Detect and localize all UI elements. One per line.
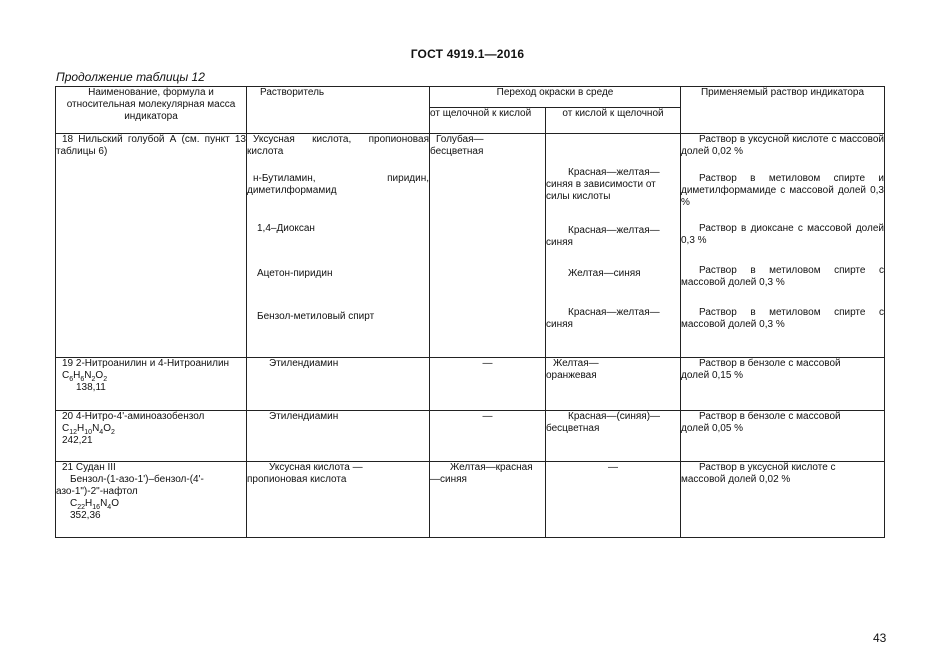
row20-solution: Раствор в бензоле с массовой долей 0,05 % [681,411,885,462]
row19-solution: Раствор в бензоле с массовой долей 0,15 % [681,358,885,411]
row18-solvent-2: н-Бутиламин, пиридин, диметилформамид [247,173,429,196]
row20-solvent: Этилендиамин [247,411,430,462]
header-acid-to-alkaline: от кислой к щелочной [546,108,681,134]
table-header-row [56,87,885,108]
row20-formula: $C_{12}H_{10}N_4O_2$ [62,423,115,436]
row18-solution-2: Раствор в метиловом спирте и диметилформамиде с массовой долей 0,3 % [681,173,884,208]
row19-solvent: Этилендиамин [247,358,430,411]
row18-solvent-1: Уксусная кислота, пропионовая кислота [247,134,429,157]
row18-solution-4: Раствор в метиловом спирте с массовой долей 0,3 % [681,265,884,288]
row18-name [56,134,247,358]
row19-acid: Желтая—оранжевая [546,358,681,411]
row18-solution-5: Раствор в метиловом спирте с массовой долей 0,3 % [681,307,884,330]
row18-name-text: 18 Нильский голубой А (см. пункт 13 таблицы 6) [56,134,246,157]
row21-name-text: 21 Судан III [62,462,116,473]
standard-title: ГОСТ 4919.1—2016 [410,47,525,61]
row21-chem: Бензол-(1-азо-1')–бензол-(4'-азо-1")-2"-нафтол [56,474,204,497]
row18-solvents [247,134,430,358]
row21-name [56,462,247,538]
row18-solvent-3: 1,4–Диоксан [257,223,315,234]
row19-mass: 138,11 [76,382,106,393]
row19-formula: $C_6H_6N_2O_2$ [62,370,108,383]
header-transition: Переход окраски в среде [430,87,681,108]
row18-acid [546,134,681,358]
row18-solution-1: Раствор в уксусной кислоте с массовой долей 0,02 % [681,134,884,157]
table-row [56,462,885,538]
row18-solvent-4: Ацетон-пиридин [257,268,333,279]
row21-acid: — [546,462,681,538]
header-name: Наименование, формула и относительная молекулярная масса индикатора [56,87,247,134]
header-solvent: Растворитель [247,87,430,134]
row18-alkaline [430,134,546,358]
row18-acid-1: Красная—желтая—синяя в зависимости от силы кислоты [546,167,660,202]
row18-alk-text: Голубая—бесцветная [430,134,484,157]
row18-acid-3: Желтая—синяя [568,268,641,279]
row18-solutions [681,134,885,358]
page-number: 43 [873,631,887,645]
table-continuation-caption: Продолжение таблицы 12 [56,70,205,84]
row18-acid-2: Красная—желтая—синяя [546,225,660,248]
row20-name-text: 20 4-Нитро-4'-аминоазобензол [62,411,205,422]
row21-solution: Раствор в уксусной кислоте с массовой долей 0,02 % [681,462,885,538]
row21-solvent: Уксусная кислота — пропионовая кислота [247,462,430,538]
row18-solvent-5: Бензол-метиловый спирт [257,311,375,322]
indicator-table [55,86,885,538]
row21-formula: $C_{22}H_{16}N_4O$ [70,498,119,511]
header-solution: Применяемый раствор индикатора [681,87,885,134]
row18-solution-3: Раствор в диоксане с массовой долей 0,3 % [681,223,884,246]
row21-alkaline: Желтая—красная—синяя [430,462,546,538]
row19-alkaline: — [430,358,546,411]
row20-alkaline: — [430,411,546,462]
table-row [56,358,885,411]
table-row [56,411,885,462]
row20-mass: 242,21 [62,435,93,446]
row19-name [56,358,247,411]
row18-acid-4: Красная—желтая—синяя [546,307,660,330]
row20-name [56,411,247,462]
table-row [56,134,885,358]
row21-mass: 352,36 [70,510,101,521]
row20-acid: Красная—(синяя)—бесцветная [546,411,681,462]
row19-name-text: 19 2-Нитроанилин и 4-Нитроанилин [62,358,230,369]
header-alkaline-to-acid: от щелочной к кислой [430,108,546,134]
